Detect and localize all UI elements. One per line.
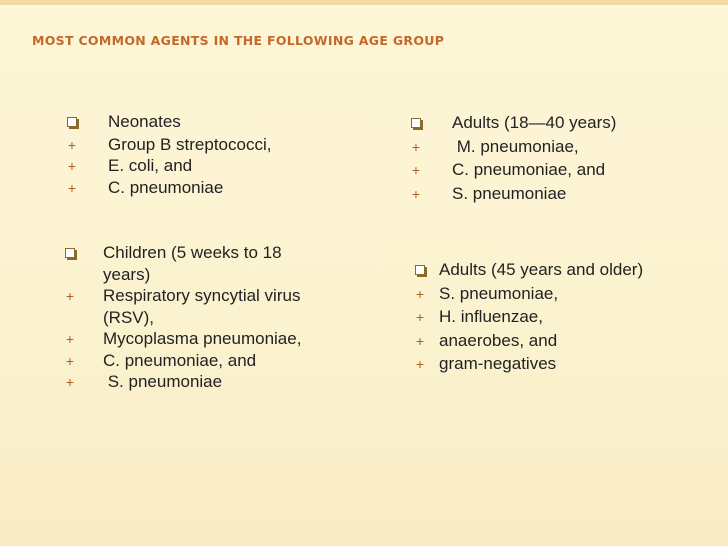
list-item bbox=[412, 306, 722, 328]
plus-bullet-icon: + bbox=[65, 374, 75, 390]
list-neonates bbox=[64, 111, 364, 198]
plus-bullet-icon: + bbox=[415, 285, 425, 302]
list-item bbox=[64, 134, 364, 156]
list-item bbox=[408, 183, 718, 205]
list-item bbox=[64, 111, 364, 133]
list-item bbox=[62, 371, 362, 393]
list-item bbox=[64, 155, 364, 177]
list-item-text: C. pneumoniae, and bbox=[103, 350, 257, 370]
list-item bbox=[412, 353, 722, 375]
list-item-text: gram-negatives bbox=[439, 354, 557, 373]
plus-bullet-icon: + bbox=[67, 179, 77, 196]
list-item bbox=[62, 242, 362, 285]
list-item-text: Adults (18—40 years) bbox=[452, 113, 617, 132]
plus-bullet-icon: + bbox=[411, 185, 421, 202]
list-item-text: M. pneumoniae, bbox=[452, 136, 579, 156]
plus-bullet-icon: + bbox=[65, 331, 75, 347]
list-children bbox=[62, 242, 362, 393]
list-item bbox=[408, 136, 718, 158]
list-item bbox=[408, 159, 718, 181]
list-item-text: Group B streptococci, bbox=[108, 134, 272, 154]
list-item bbox=[62, 328, 362, 350]
list-item bbox=[412, 259, 722, 281]
list-item-text: E. coli, and bbox=[108, 156, 193, 175]
list-item-text: S. pneumoniae bbox=[103, 372, 223, 391]
plus-bullet-icon: + bbox=[411, 162, 421, 178]
list-item-text: Mycoplasma pneumoniae, bbox=[103, 329, 302, 348]
list-item bbox=[412, 283, 722, 305]
list-adults-45-plus bbox=[412, 259, 722, 375]
list-item bbox=[412, 330, 722, 352]
top-rule bbox=[0, 0, 728, 5]
list-adults-18-40 bbox=[408, 112, 718, 204]
plus-bullet-icon: + bbox=[67, 158, 77, 174]
list-item-text: S. pneumoniae, bbox=[439, 283, 559, 303]
plus-bullet-icon: + bbox=[65, 352, 75, 369]
list-item-text: Respiratory syncytial virus bbox=[103, 286, 301, 305]
plus-bullet-icon: + bbox=[411, 138, 421, 155]
list-item-text: Adults (45 years and older) bbox=[439, 260, 644, 279]
list-item-text: C. pneumoniae bbox=[108, 177, 224, 197]
plus-bullet-icon: + bbox=[65, 288, 75, 304]
list-item-text-continued: (RSV), bbox=[103, 307, 154, 327]
list-item bbox=[62, 285, 362, 328]
list-item-text: anaerobes, and bbox=[439, 330, 558, 350]
list-item bbox=[408, 112, 718, 134]
list-item-text-continued: years) bbox=[103, 264, 151, 284]
list-item-text: S. pneumoniae bbox=[452, 183, 567, 203]
slide-title: MOST COMMON AGENTS IN THE FOLLOWING AGE GROUP bbox=[32, 33, 445, 48]
list-item-text: Neonates bbox=[108, 112, 181, 131]
plus-bullet-icon: + bbox=[415, 309, 425, 325]
plus-bullet-icon: + bbox=[415, 332, 425, 349]
plus-bullet-icon: + bbox=[67, 136, 77, 153]
list-item-text: Children (5 weeks to 18 bbox=[103, 243, 282, 262]
list-item-text: C. pneumoniae, and bbox=[452, 160, 606, 179]
list-item-text: H. influenzae, bbox=[439, 307, 543, 326]
list-item bbox=[62, 350, 362, 372]
list-item bbox=[64, 177, 364, 199]
plus-bullet-icon: + bbox=[415, 356, 425, 372]
